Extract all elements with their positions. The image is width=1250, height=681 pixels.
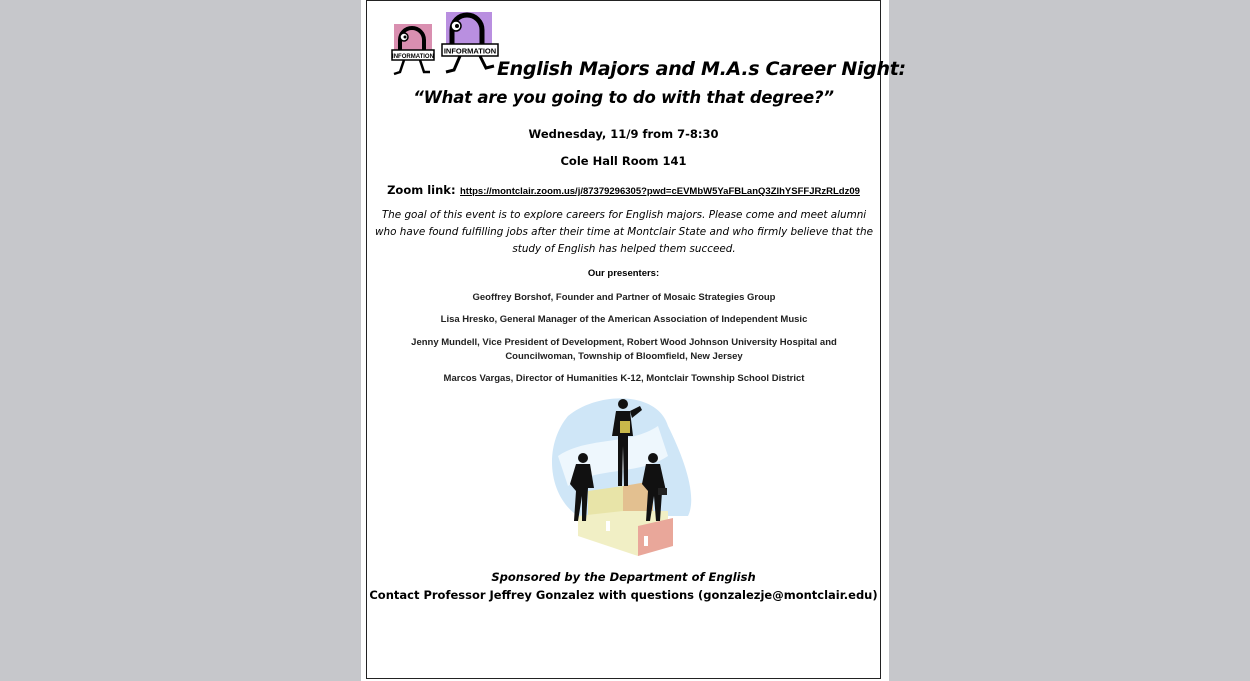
podium-winners-icon [548,396,698,556]
presenter-item: Lisa Hresko, General Manager of the American Association of Independent Music [440,314,808,325]
zoom-line [366,181,881,199]
presenter-item: Geoffrey Borshof, Founder and Partner of Mosaic Strategies Group [472,292,776,303]
presenters-heading: Our presenters: [587,268,660,279]
contact-line: Contact Professor Jeffrey Gonzalez with questions (gonzalezje@montclair.edu) [369,588,878,602]
event-date-time: Wednesday, 11/9 from 7-8:30 [528,127,719,141]
zoom-link[interactable]: https://montclair.zoom.us/j/87379296305?pwd=cEVMbW5YaFBLanQ3ZlhYSFFJRzRLdz09 [460,186,860,197]
presenter-item: Marcos Vargas, Director of Humanities K-12, Montclair Township School District [443,373,805,384]
zoom-label: Zoom link: [387,183,456,197]
event-location: Cole Hall Room 141 [560,154,687,168]
presenter-item: Jenny Mundell, Vice President of Development, Robert Wood Johnson University Hospital and Councilwoman, Township of Bloomfield, New Jersey [411,337,837,362]
sponsor-line: Sponsored by the Department of English [491,570,756,584]
logo-tag-right: INFORMATION [443,46,497,56]
information-characters-icon [390,10,502,80]
event-subtitle: “What are you going to do with that degree?” [413,88,834,107]
event-title: English Majors and M.A.s Career Night: [497,58,906,80]
logo-tag-left: INFORMATION [392,54,434,60]
event-description: The goal of this event is to explore careers for English majors. Please come and meet alumni who have found fulfilling jobs after their time at Montclair State and who firmly believe that the study of English has helped them succeed. [375,209,873,255]
